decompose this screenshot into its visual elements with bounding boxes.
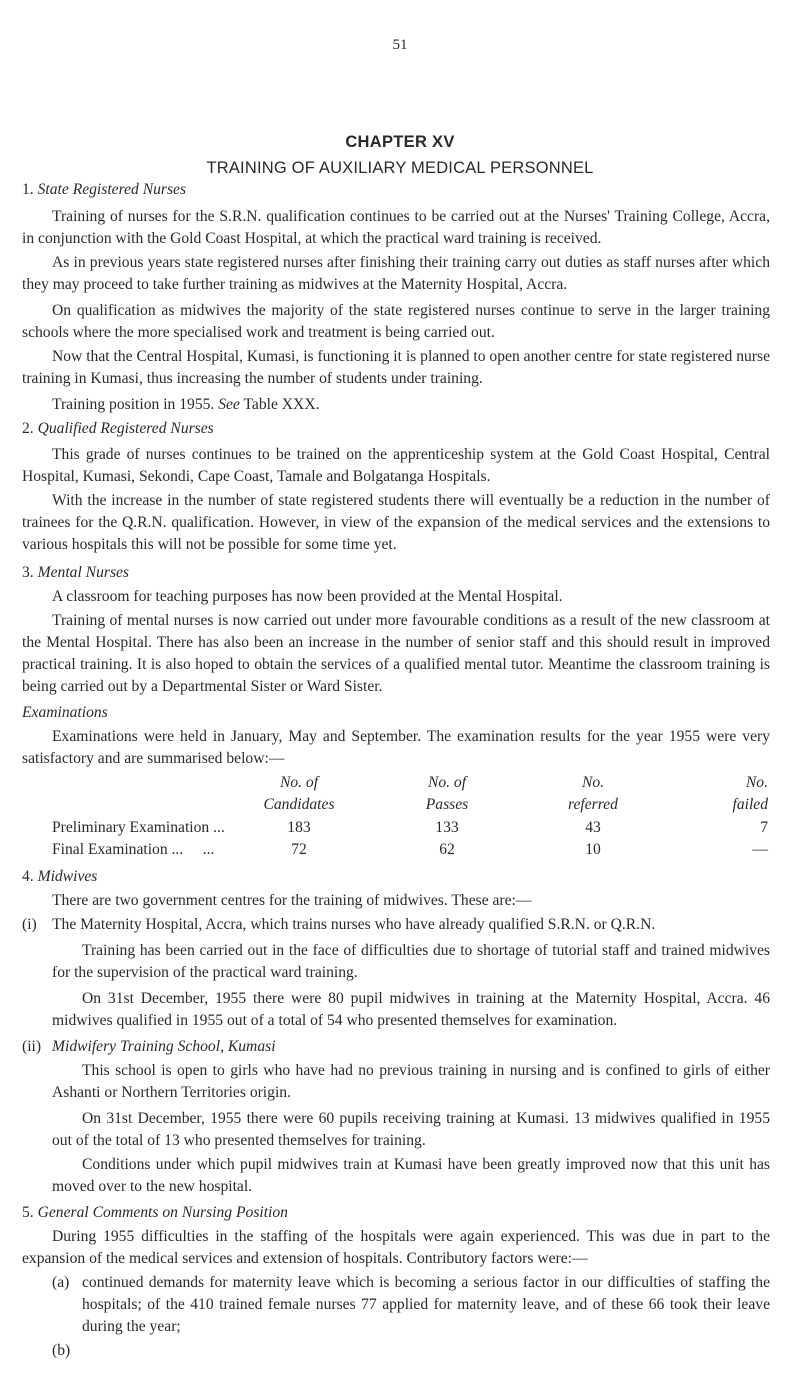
item-ii-para-3: Conditions under which pupil midwives train at Kumasi have been greatly improved now that this unit has moved over to the new hospital.: [52, 1156, 770, 1195]
section-2-heading: 2. Qualified Registered Nurses: [22, 420, 214, 437]
section-5-heading: 5. General Comments on Nursing Position: [22, 1204, 288, 1221]
table-cell: 133: [435, 819, 459, 836]
section-1-para-5: Training position in 1955. See Table XXX.: [52, 396, 320, 413]
item-ii-heading: Midwifery Training School, Kumasi: [52, 1038, 276, 1055]
item-i-para-2: On 31st December, 1955 there were 80 pupil midwives in training at the Maternity Hospital, Accra. 46 midwives qualified in 1955 out of a total of 54 who presented themselves for examination.: [52, 990, 770, 1029]
item-label-b: (b): [52, 1342, 71, 1359]
section-2-para-2: With the increase in the number of state registered students there will eventually be a reduction in the number of trainees for the Q.R.N. qualification. However, in view of the expansion of the medical services and the extensions to various hospitals this will not be possible for some time yet.: [22, 492, 770, 553]
col-header-failed: No. failed: [732, 774, 768, 813]
page-title: TRAINING OF AUXILIARY MEDICAL PERSONNEL: [206, 159, 594, 177]
section-1-heading: 1. State Registered Nurses: [22, 181, 187, 198]
page-number: 51: [392, 37, 408, 53]
item-label-i: (i): [22, 916, 37, 933]
section-1-para-1: Training of nurses for the S.R.N. qualification continues to be carried out at the Nurses' Training College, Accra, in conjunction with the Gold Coast Hospital, at which the practical ward training is received.: [22, 208, 770, 247]
section-2-para-1: This grade of nurses continues to be trained on the apprenticeship system at the Gold Coast Hospital, Central Hospital, Kumasi, Sekondi, Cape Coast, Tamale and Bolgatanga Hospitals.: [22, 446, 770, 485]
table-cell: —: [752, 841, 768, 858]
table-row-label: Final Examination ... ...: [52, 841, 215, 858]
section-1-para-4: Now that the Central Hospital, Kumasi, is functioning it is planned to open another centre for state registered nurse training in Kumasi, thus increasing the number of students under training.: [22, 348, 770, 387]
table-cell: 72: [291, 841, 307, 858]
table-cell: 62: [439, 841, 455, 858]
col-header-candidates: No. of Candidates: [263, 774, 335, 813]
item-label-a: (a): [52, 1274, 70, 1291]
item-label-ii: (ii): [22, 1038, 42, 1055]
section-1-para-2: As in previous years state registered nurses after finishing their training carry out duties as staff nurses after which they may proceed to take further training as midwives at the Maternity Hospital, Accra.: [22, 254, 770, 293]
table-cell: 43: [585, 819, 601, 836]
col-header-passes: No. of Passes: [425, 774, 469, 813]
section-5-para-1: During 1955 difficulties in the staffing of the hospitals were again experienced. This was due in part to the expansion of the medical services and extension of hospitals. Contributory factors were:—: [22, 1228, 770, 1267]
item-ii-para-2: On 31st December, 1955 there were 60 pupils receiving training at Kumasi. 13 midwives qualified in 1955 out of the total of 13 who presented themselves for training.: [52, 1110, 770, 1149]
section-3-para-1: A classroom for teaching purposes has now been provided at the Mental Hospital.: [52, 588, 563, 605]
item-a-text: continued demands for maternity leave which is becoming a serious factor in our difficulties of staffing the hospitals; of the 410 trained female nurses 77 applied for maternity leave, and of these 66 took their leave during the year;: [82, 1274, 770, 1335]
table-row-label: Preliminary Examination ...: [52, 819, 225, 836]
section-1-para-3: On qualification as midwives the majority of the state registered nurses continue to serve in the larger training schools where the more specialised work and treatment is being carried out.: [22, 302, 770, 341]
section-3-para-2: Training of mental nurses is now carried out under more favourable conditions as a result of the new classroom at the Mental Hospital. There has also been an increase in the number of senior staff and this should result in improved practical training. It is also hoped to obtain the services of a qualified mental tutor. Meantime the classroom training is being carried out by a Departmental Sister or Ward Sister.: [22, 612, 770, 695]
col-header-referred: No. referred: [568, 774, 618, 813]
item-i-para-1: Training has been carried out in the face of difficulties due to shortage of tutorial staff and trained midwives for the supervision of the practical ward training.: [52, 942, 770, 981]
table-cell: 10: [585, 841, 601, 858]
item-ii-para-1: This school is open to girls who have had no previous training in nursing and is confined to girls of either Ashanti or Northern Territories origin.: [52, 1062, 770, 1101]
section-4-intro: There are two government centres for the training of midwives. These are:—: [52, 892, 532, 909]
table-cell: 183: [287, 819, 311, 836]
examinations-heading: Examinations: [22, 704, 108, 721]
item-i-text: The Maternity Hospital, Accra, which trains nurses who have already qualified S.R.N. or Q.R.N.: [52, 916, 656, 933]
section-4-heading: 4. Midwives: [22, 868, 98, 885]
chapter-heading: CHAPTER XV: [345, 133, 455, 151]
section-3-heading: 3. Mental Nurses: [22, 564, 130, 581]
examinations-intro: Examinations were held in January, May and September. The examination results for the year 1955 were very satisfactory and are summarised below:—: [22, 728, 770, 767]
table-cell: 7: [760, 819, 768, 836]
